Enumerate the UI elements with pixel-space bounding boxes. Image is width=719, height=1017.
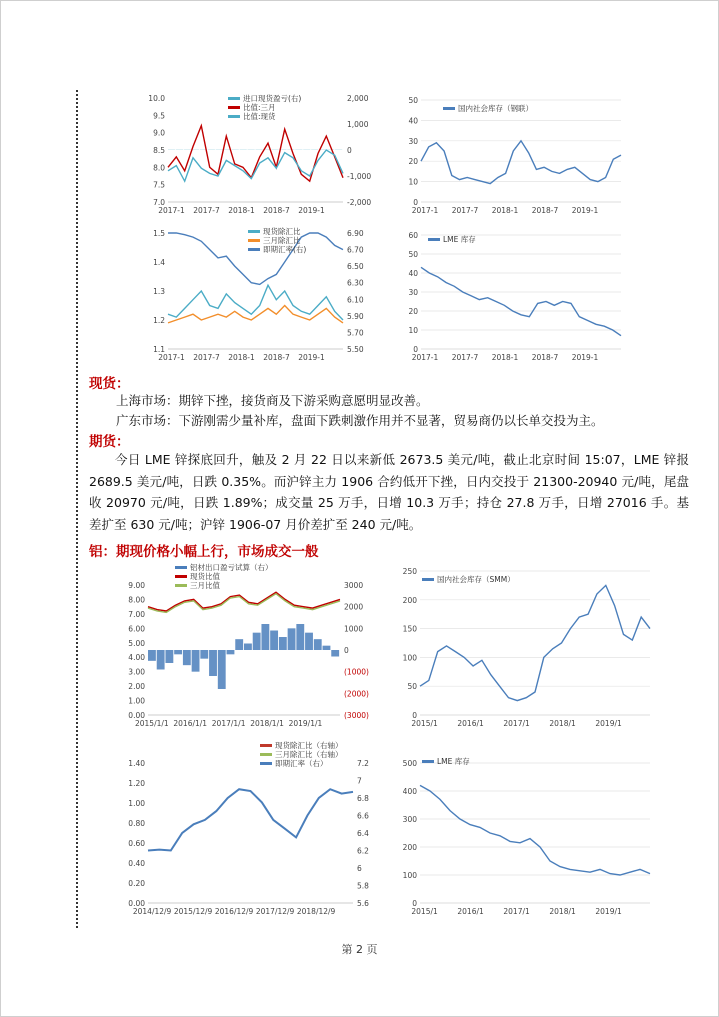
x-tick-label: 2017-7 xyxy=(193,206,220,215)
x-tick-label: 2019-1 xyxy=(571,353,599,362)
legend-label: 比值:三月 xyxy=(243,103,276,112)
bar xyxy=(296,624,304,650)
legend-label: 进口现货盈亏(右) xyxy=(243,94,302,103)
y-tick-label: 250 xyxy=(402,567,417,576)
legend-label: 现货除汇比（右轴） xyxy=(275,741,343,750)
y-tick-label: 500 xyxy=(402,759,417,768)
chart-svg xyxy=(133,227,383,367)
y2-tick-label: 6.30 xyxy=(347,278,364,288)
legend-swatch xyxy=(248,248,260,251)
y-tick-label: 0.40 xyxy=(128,859,145,868)
y-tick-label: 100 xyxy=(402,871,417,880)
y-tick-label: 0 xyxy=(413,345,418,354)
legend-label: 国内社会库存（钢联） xyxy=(458,104,533,113)
y-tick-label: 0 xyxy=(413,198,418,207)
chart-zinc-domestic-inventory xyxy=(393,92,633,220)
y2-tick-label: 5.70 xyxy=(347,328,364,338)
legend-swatch xyxy=(228,115,240,118)
x-tick-label: 2017-7 xyxy=(451,353,479,362)
x-tick-label: 2017/1 xyxy=(503,907,530,916)
y-tick-label: 1.4 xyxy=(153,258,165,267)
x-tick-label: 2019-1 xyxy=(298,206,325,215)
y2-tick-label: 6.6 xyxy=(357,811,369,821)
futures-text: 今日 LME 锌探底回升，触及 2 月 22 日以来新低 2673.5 美元/吨，截止北京时间 15:07，LME 锌报 2689.5 美元/吨，日跌 0.35%。而沪锌主力 1906 合约低开下挫，日内交投于 21300-20940 元/吨，尾盘收 20970 元/吨，日跌 1.89%；成交量 25 万手，日增 10.3 万手；持仓 27.8 万手，日增 27016 手。基差扩至 630 元/吨；沪锌 1906-07 月价差扩至 240 元/吨。 xyxy=(89,452,689,532)
y-tick-label: 1.2 xyxy=(153,316,165,325)
futures-paragraph xyxy=(89,449,689,535)
y2-tick-label: 7 xyxy=(357,776,362,786)
page-footer: 第 2 页 xyxy=(341,943,378,956)
x-tick-label: 2015/1 xyxy=(411,907,438,916)
series-line xyxy=(168,126,343,182)
x-tick-label: 2016/12/9 xyxy=(214,907,254,916)
x-tick-label: 2017-1 xyxy=(411,353,439,362)
y-tick-label: 50 xyxy=(408,96,418,105)
bar xyxy=(218,650,226,689)
spot-heading: 现货： xyxy=(89,376,130,392)
x-tick-label: 2017/1/1 xyxy=(211,719,246,728)
x-tick-label: 2018-1 xyxy=(491,353,519,362)
x-tick-label: 2017-1 xyxy=(158,353,185,362)
y-tick-label: 7.5 xyxy=(153,180,165,190)
y2-tick-label: 3000 xyxy=(344,581,364,590)
y-tick-label: 5.00 xyxy=(128,638,145,648)
legend-swatch xyxy=(260,744,272,747)
x-tick-label: 2018-1 xyxy=(228,353,255,362)
series-line xyxy=(421,141,621,184)
futures-heading: 期货： xyxy=(89,434,130,450)
chart-svg xyxy=(392,741,662,921)
legend-swatch xyxy=(228,97,240,100)
y-tick-label: 40 xyxy=(408,116,418,126)
y2-tick-label: 6.2 xyxy=(357,846,369,856)
x-tick-label: 2015/1/1 xyxy=(134,719,169,728)
x-tick-label: 2018-7 xyxy=(263,206,290,215)
legend-swatch xyxy=(228,106,240,109)
y-tick-label: 30 xyxy=(408,288,418,297)
y-tick-label: 4.00 xyxy=(128,653,145,663)
y-tick-label: 20 xyxy=(408,307,418,316)
x-tick-label: 2017-7 xyxy=(451,206,479,215)
aluminum-heading: 铝：期现价格小幅上行，市场成交一般 xyxy=(89,544,319,560)
legend-label: 国内社会库存（SMM） xyxy=(437,575,515,584)
y-tick-label: 8.0 xyxy=(153,163,165,173)
chart-aluminum-lme-inventory xyxy=(392,741,662,921)
y-tick-label: 0 xyxy=(412,899,417,908)
y-tick-label: 50 xyxy=(408,250,418,259)
y2-tick-label: 5.8 xyxy=(357,881,369,891)
y2-tick-label: 5.50 xyxy=(347,345,364,354)
x-tick-label: 2014/12/9 xyxy=(132,907,172,916)
legend-swatch xyxy=(422,760,434,763)
y-tick-label: 0 xyxy=(412,711,417,720)
legend-swatch xyxy=(260,753,272,756)
chart-svg xyxy=(392,563,662,733)
legend-swatch xyxy=(175,584,187,587)
x-tick-label: 2017-1 xyxy=(158,206,185,215)
y2-tick-label: (1000) xyxy=(344,667,369,677)
bar xyxy=(288,628,296,650)
series-line xyxy=(148,594,340,613)
y2-tick-label: 6.8 xyxy=(357,794,369,803)
y-tick-label: 0.00 xyxy=(128,899,145,908)
y-tick-label: 10 xyxy=(408,326,418,335)
series-line xyxy=(168,306,343,323)
y-tick-label: 150 xyxy=(402,624,417,634)
bar xyxy=(192,650,200,672)
series-line xyxy=(420,585,650,700)
chart-aluminum-export-ratio xyxy=(120,563,380,733)
legend-swatch xyxy=(248,239,260,242)
y-tick-label: 0.60 xyxy=(128,839,145,848)
y-tick-label: 3.00 xyxy=(128,667,145,677)
bar xyxy=(305,633,313,650)
y-tick-label: 7.0 xyxy=(153,198,165,207)
y-tick-label: 10 xyxy=(408,177,418,187)
x-tick-label: 2018/1 xyxy=(549,719,576,728)
legend-label: 即期汇率（右） xyxy=(275,759,328,768)
y2-tick-label: -1,000 xyxy=(347,172,372,181)
legend-label: LME 库存 xyxy=(437,757,470,766)
y-tick-label: 8.5 xyxy=(153,146,165,155)
x-tick-label: 2018-1 xyxy=(491,206,519,215)
x-tick-label: 2018/1 xyxy=(549,907,576,916)
bar xyxy=(314,639,322,650)
x-tick-label: 2018/1/1 xyxy=(250,719,284,728)
legend-label: LME 库存 xyxy=(443,235,476,244)
legend-swatch xyxy=(260,762,272,765)
y-tick-label: 40 xyxy=(408,269,418,278)
bar xyxy=(209,650,217,676)
y-tick-label: 100 xyxy=(402,653,417,663)
x-tick-label: 2017/12/9 xyxy=(255,907,295,916)
y-tick-label: 9.00 xyxy=(128,581,145,590)
x-tick-label: 2018-7 xyxy=(263,353,290,362)
x-tick-label: 2015/1 xyxy=(411,719,438,728)
chart-svg xyxy=(393,227,633,367)
y2-tick-label: 6.4 xyxy=(357,829,369,838)
y-tick-label: 50 xyxy=(407,682,417,692)
y-tick-label: 0.00 xyxy=(128,711,145,720)
y-tick-label: 1.40 xyxy=(128,759,145,768)
y-tick-label: 8.00 xyxy=(128,595,145,605)
y2-tick-label: 6.70 xyxy=(347,245,364,255)
legend-label: 三月除汇比 xyxy=(263,236,301,245)
y2-tick-label: 1000 xyxy=(344,624,364,634)
legend-label: 铝材出口盈亏试算（右） xyxy=(190,563,273,572)
bar xyxy=(183,650,191,665)
legend-swatch xyxy=(248,230,260,233)
y-tick-label: 0.20 xyxy=(128,879,145,888)
bar xyxy=(227,650,235,654)
bar xyxy=(244,644,252,651)
y-tick-label: 20 xyxy=(408,157,418,167)
y-tick-label: 6.00 xyxy=(128,624,145,634)
chart-svg xyxy=(133,92,383,220)
y-tick-label: 1.00 xyxy=(128,696,145,706)
y-tick-label: 9.5 xyxy=(153,111,165,121)
legend-swatch xyxy=(443,107,455,110)
chart-aluminum-domestic-inventory xyxy=(392,563,662,733)
series-line xyxy=(148,592,340,611)
y2-tick-label: 6 xyxy=(357,864,362,873)
bar xyxy=(148,650,156,661)
chart-svg xyxy=(393,92,633,220)
x-tick-label: 2016/1/1 xyxy=(173,719,208,728)
x-tick-label: 2019/1/1 xyxy=(288,719,323,728)
y2-tick-label: 6.10 xyxy=(347,295,364,305)
y2-tick-label: 7.2 xyxy=(357,759,369,768)
x-tick-label: 2015/12/9 xyxy=(173,907,213,916)
y2-tick-label: 2,000 xyxy=(347,94,369,103)
y-tick-label: 200 xyxy=(402,843,417,852)
x-tick-label: 2019-1 xyxy=(571,206,599,215)
y-tick-label: 2.00 xyxy=(128,682,145,692)
x-tick-label: 2017-1 xyxy=(411,206,439,215)
y2-tick-label: 1,000 xyxy=(347,120,369,129)
y2-tick-label: 6.90 xyxy=(347,229,364,238)
bar xyxy=(165,650,173,663)
spot-guangdong: 广东市场：下游刚需少量补库，盘面下跌刺激作用并不显著，贸易商仍以长单交投为主。 xyxy=(116,413,604,428)
x-tick-label: 2018-1 xyxy=(228,206,255,215)
x-tick-label: 2018/12/9 xyxy=(296,907,336,916)
legend-label: 三月比值 xyxy=(190,581,220,590)
x-tick-label: 2017/1 xyxy=(503,719,530,728)
chart-aluminum-fx-adjusted-ratio xyxy=(120,741,385,921)
bar xyxy=(174,650,182,654)
y-tick-label: 1.5 xyxy=(153,229,165,238)
y2-tick-label: 2000 xyxy=(344,602,364,612)
y-tick-label: 1.3 xyxy=(153,287,165,296)
chart-zinc-lme-inventory xyxy=(393,227,633,367)
bar xyxy=(279,637,287,650)
x-tick-label: 2019-1 xyxy=(298,353,325,362)
y2-tick-label: 0 xyxy=(347,146,352,155)
x-tick-label: 2016/1 xyxy=(457,719,484,728)
y2-tick-label: -2,000 xyxy=(347,198,372,207)
x-tick-label: 2018-7 xyxy=(531,206,559,215)
legend-swatch xyxy=(428,238,440,241)
bar xyxy=(253,633,261,650)
margin-dotted-line xyxy=(76,90,78,928)
y-tick-label: 10.0 xyxy=(148,94,165,103)
x-tick-label: 2018-7 xyxy=(531,353,559,362)
chart-svg xyxy=(120,563,380,733)
bar xyxy=(261,624,269,650)
legend-label: 三月除汇比（右轴） xyxy=(275,750,343,759)
y-tick-label: 1.00 xyxy=(128,799,145,808)
spot-shanghai: 上海市场：期锌下挫，接货商及下游采购意愿明显改善。 xyxy=(116,393,429,408)
y-tick-label: 1.20 xyxy=(128,779,145,788)
y-tick-label: 9.0 xyxy=(153,128,165,138)
y-tick-label: 60 xyxy=(408,231,418,240)
legend-label: 即期汇率(右) xyxy=(263,245,307,254)
y-tick-label: 1.1 xyxy=(153,345,165,354)
series-line xyxy=(421,267,621,335)
chart-svg xyxy=(120,741,385,921)
y2-tick-label: (2000) xyxy=(344,689,369,699)
bar xyxy=(270,631,278,651)
y2-tick-label: 5.6 xyxy=(357,899,369,908)
chart-zinc-fx-adjusted-ratio xyxy=(133,227,383,367)
y2-tick-label: 0 xyxy=(344,646,349,655)
bar xyxy=(331,650,339,657)
series-line xyxy=(420,785,650,875)
y2-tick-label: 6.50 xyxy=(347,262,364,272)
chart-zinc-import-ratio xyxy=(133,92,383,220)
bar xyxy=(200,650,208,659)
x-tick-label: 2016/1 xyxy=(457,907,484,916)
x-tick-label: 2019/1 xyxy=(595,719,622,728)
y2-tick-label: 5.90 xyxy=(347,311,364,321)
legend-label: 比值:现货 xyxy=(243,112,276,121)
legend-swatch xyxy=(175,575,187,578)
y-tick-label: 200 xyxy=(402,595,417,605)
legend-label: 现货比值 xyxy=(190,572,220,581)
legend-swatch xyxy=(422,578,434,581)
y-tick-label: 30 xyxy=(408,136,418,146)
bar xyxy=(157,650,165,670)
y-tick-label: 300 xyxy=(402,815,417,824)
y-tick-label: 7.00 xyxy=(128,609,145,619)
y-tick-label: 400 xyxy=(402,787,417,796)
y2-tick-label: (3000) xyxy=(344,711,369,720)
x-tick-label: 2017-7 xyxy=(193,353,220,362)
legend-swatch xyxy=(175,566,187,569)
x-tick-label: 2019/1 xyxy=(595,907,622,916)
bar xyxy=(235,639,243,650)
legend-label: 现货除汇比 xyxy=(263,227,301,236)
bar xyxy=(323,646,331,650)
series-line xyxy=(148,789,353,850)
y-tick-label: 0.80 xyxy=(128,819,145,828)
